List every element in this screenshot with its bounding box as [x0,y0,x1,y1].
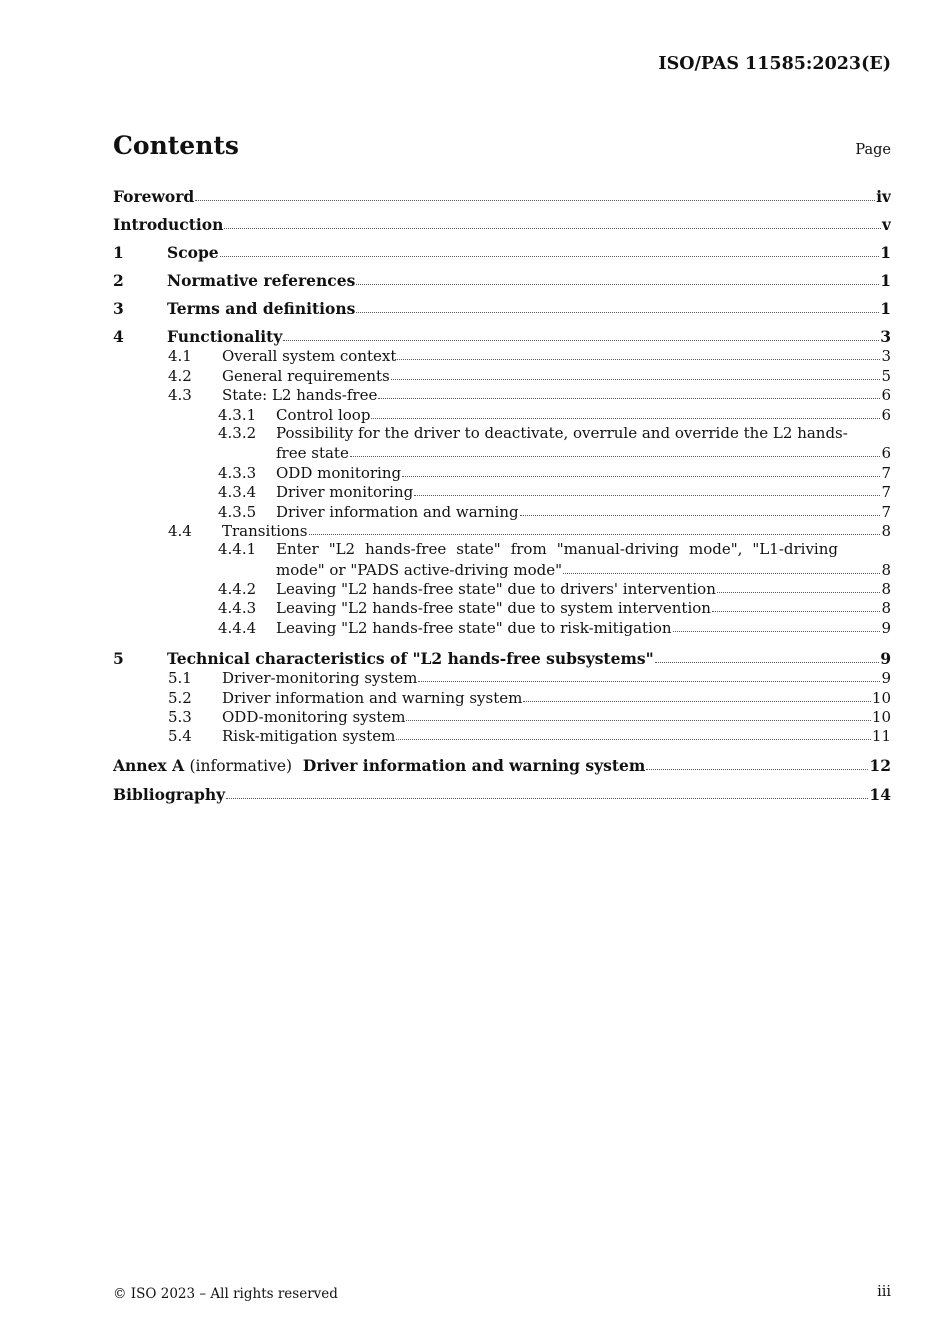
toc-leader-dots [646,769,868,770]
toc-label: State: L2 hands-free [222,386,378,405]
toc-page: 14 [869,785,891,805]
toc-page: 8 [881,521,891,540]
footer-copyright: © ISO 2023 – All rights reserved [113,1286,338,1302]
toc-page: 9 [880,648,891,668]
toc-number: 4.2 [168,366,192,385]
toc-entry-state-l2-hands-free[interactable] [113,385,891,404]
toc-entry-normative-references[interactable] [113,268,891,290]
toc-label: Introduction [113,215,224,234]
toc-leader-dots [397,359,880,360]
toc-page: 6 [881,444,891,463]
toc-number: 5.2 [168,688,192,707]
toc-entry-leaving-system-intervention[interactable] [113,598,891,617]
toc-page: 8 [881,560,891,579]
toc-leader-dots [396,739,871,740]
toc-number: 4.3.5 [218,502,257,521]
toc-entry-general-requirements[interactable] [113,365,891,384]
document-id-header: ISO/PAS 11585:2023(E) [658,54,891,74]
toc-label: Leaving "L2 hands-free state" due to risk-mitigation [276,618,672,637]
toc-page: 10 [871,708,891,727]
toc-page: v [881,215,891,234]
toc-label: Scope [167,243,219,262]
toc-leader-dots [418,681,880,682]
toc-entry-transitions[interactable] [113,521,891,540]
toc-page: 5 [881,366,891,385]
toc-page: 12 [869,756,891,776]
toc-entry-driver-deactivate-override[interactable] [113,424,891,463]
toc-leader-dots [356,284,879,285]
toc-page: 3 [881,347,891,366]
toc-label: Functionality [167,327,283,346]
toc-entry-overall-system-context[interactable] [113,346,891,365]
toc-label [113,756,645,775]
toc-leader-dots [523,701,871,702]
toc-number: 4 [113,327,124,346]
toc-number: 5 [113,648,124,668]
contents-title: Contents [113,131,240,160]
toc-entry-risk-mitigation-system[interactable] [113,726,891,745]
toc-leader-dots [226,798,868,799]
toc-leader-dots [717,592,881,593]
toc-page: 1 [880,271,891,290]
toc-label: Leaving "L2 hands-free state" due to system intervention [276,599,711,618]
toc-entry-functionality[interactable] [113,324,891,346]
toc-label-line2-row [276,443,891,462]
toc-entry-odd-monitoring-system[interactable] [113,707,891,726]
toc-label: General requirements [222,366,390,385]
toc-leader-dots [371,418,880,419]
toc-page: 8 [881,599,891,618]
toc-label: Control loop [276,405,371,424]
toc-entry-driver-information-and-warning-system[interactable] [113,687,891,706]
toc-entry-odd-monitoring[interactable] [113,462,891,481]
toc-entry-annex-a[interactable] [113,753,891,775]
toc-label: ODD monitoring [276,463,402,482]
footer-page-number: iii [877,1284,891,1300]
toc-entry-introduction[interactable] [113,212,891,234]
toc-page: 3 [880,327,891,346]
toc-page: 6 [881,386,891,405]
annex-title: Driver information and warning system [302,756,646,776]
toc-number: 4.3.3 [218,463,257,482]
toc-leader-dots [378,398,880,399]
toc-label: Overall system context [222,347,397,366]
toc-leader-dots [195,200,875,201]
toc-entry-control-loop[interactable] [113,404,891,423]
toc-leader-dots [402,476,880,477]
toc-label-line2: free state [276,444,349,463]
toc-entry-leaving-drivers-intervention[interactable] [113,579,891,598]
toc-page: 9 [881,618,891,637]
toc-number: 5.4 [168,727,192,746]
toc-leader-dots [414,495,880,496]
toc-leader-dots [350,456,881,457]
toc-label: Transitions [222,521,308,540]
toc-label: ODD-monitoring system [222,708,406,727]
toc-number: 4.4.2 [218,580,257,599]
toc-page: iv [876,187,891,206]
toc-label: Foreword [113,187,195,206]
toc-entry-driver-monitoring[interactable] [113,482,891,501]
toc-page: 8 [881,580,891,599]
toc-entry-foreword[interactable] [113,184,891,206]
toc-number: 4.3.1 [218,405,257,424]
toc-entry-scope[interactable] [113,240,891,262]
annex-name: Annex A [113,756,185,776]
toc-number: 4.3.4 [218,483,257,502]
toc-number: 2 [113,271,124,290]
page-column-label: Page [855,142,891,158]
toc-page: 9 [881,669,891,688]
toc-page: 11 [871,727,891,746]
toc-label-line1: Possibility for the driver to deactivate, overrule and override the L2 hands- [276,423,848,442]
toc-leader-dots [224,228,881,229]
toc-number: 3 [113,299,124,318]
toc-entry-leaving-risk-mitigation[interactable] [113,617,891,636]
toc-entry-enter-l2-hands-free-state[interactable] [113,540,891,579]
toc-entry-terms-and-definitions[interactable] [113,296,891,318]
table-of-contents [113,184,891,804]
toc-label-line1: Enter "L2 hands-free state" from "manual-driving mode", "L1-driving [276,539,838,558]
toc-label: Risk-mitigation system [222,727,396,746]
toc-page: 7 [881,502,891,521]
toc-label: Driver information and warning [276,502,519,521]
toc-label: Driver monitoring [276,483,414,502]
toc-leader-dots [563,573,880,574]
toc-label: Bibliography [113,785,226,805]
toc-leader-dots [309,534,881,535]
toc-leader-dots [712,611,881,612]
toc-page: 6 [881,405,891,424]
toc-number: 4.1 [168,347,192,366]
toc-number: 4.4 [168,521,192,540]
toc-leader-dots [406,720,870,721]
toc-page: 1 [880,299,891,318]
annex-informative-tag: (informative) [189,757,293,776]
toc-entry-technical-characteristics[interactable] [113,646,891,668]
toc-number: 4.4.4 [218,618,257,637]
toc-entry-driver-information-and-warning[interactable] [113,501,891,520]
toc-label-line2: mode" or "PADS active-driving mode" [276,560,562,579]
toc-number: 4.3.2 [218,423,257,442]
toc-leader-dots [391,379,881,380]
toc-leader-dots [520,515,881,516]
toc-label: Leaving "L2 hands-free state" due to drivers' intervention [276,580,716,599]
toc-page: 7 [881,483,891,502]
toc-label: Driver-monitoring system [222,669,418,688]
toc-leader-dots [655,662,880,663]
toc-label-line2-row [276,559,891,578]
toc-label: Normative references [167,271,356,290]
toc-entry-bibliography[interactable] [113,782,891,804]
toc-label: Driver information and warning system [222,688,523,707]
toc-leader-dots [283,340,879,341]
toc-leader-dots [356,312,879,313]
toc-entry-driver-monitoring-system[interactable] [113,668,891,687]
toc-page: 10 [871,688,891,707]
toc-number: 4.3 [168,386,192,405]
toc-number: 5.1 [168,669,192,688]
toc-number: 5.3 [168,708,192,727]
toc-number: 1 [113,243,124,262]
toc-number: 4.4.1 [218,539,257,558]
toc-leader-dots [673,631,881,632]
toc-label: Terms and definitions [167,299,356,318]
toc-page: 7 [881,463,891,482]
toc-page: 1 [880,243,891,262]
toc-leader-dots [220,256,880,257]
toc-number: 4.4.3 [218,599,257,618]
toc-label: Technical characteristics of "L2 hands-free subsystems" [167,648,654,668]
